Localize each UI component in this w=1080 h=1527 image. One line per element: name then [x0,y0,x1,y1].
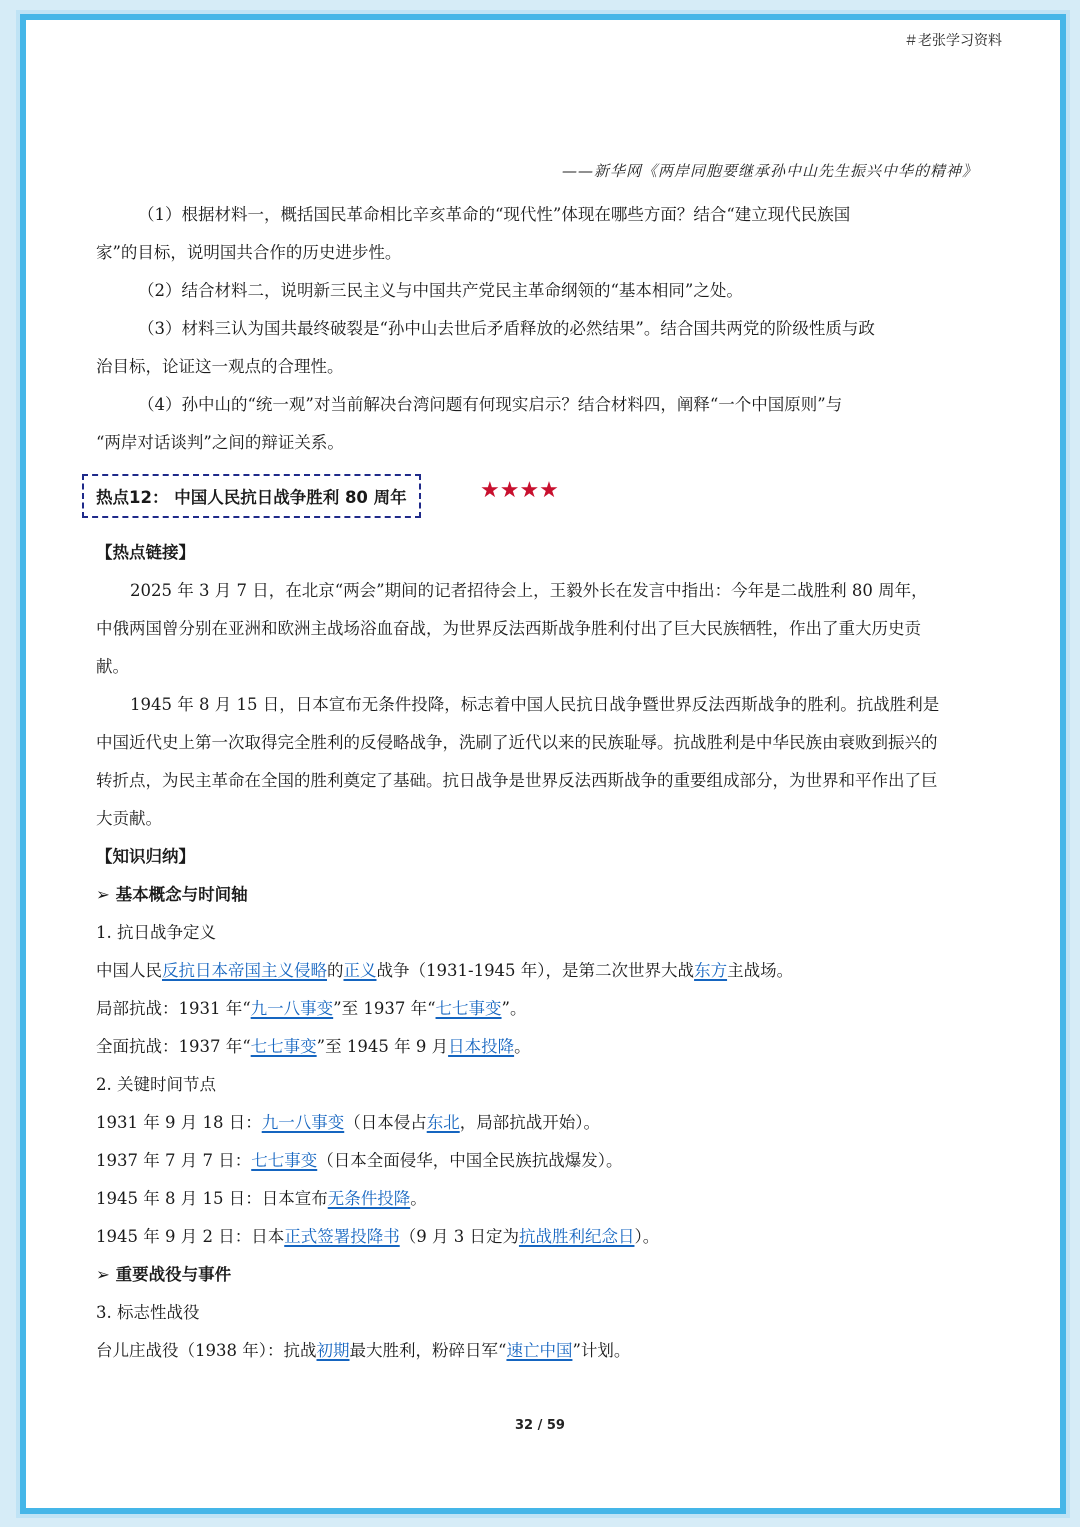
question-3: （3）材料三认为国共最终破裂是“孙中山去世后矛盾释放的必然结果”。结合国共两党的阶级性质与政 [138,319,875,338]
source-citation: ——新华网《两岸同胞要继承孙中山先生振兴中华的精神》 [561,162,978,180]
timeline-node: 1945 年 8 月 15 日：日本宣布无条件投降。 [96,1189,427,1208]
question-3-cont: 治目标，论证这一观点的合理性。 [96,357,344,376]
hotspot-title: 热点12： 中国人民抗日战争胜利 80 周年 [82,474,421,518]
question-4: （4）孙中山的“统一观”对当前解决台湾问题有何现实启示？结合材料四，阐释“一个中国原则”与 [138,395,843,414]
timeline-node: 1937 年 7 月 7 日：七七事变（日本全面侵华，中国全民族抗战爆发）。 [96,1151,623,1170]
watermark: ＃老张学习资料 [904,33,1002,49]
battle-line: 台儿庄战役（1938 年）：抗战初期最大胜利，粉碎日军“速亡中国”计划。 [96,1341,631,1360]
answer-blank: 九一八事变 [261,1113,345,1132]
link-paragraph-2: 1945 年 8 月 15 日，日本宣布无条件投降，标志着中国人民抗日战争暨世界反法西斯战争的胜利。抗战胜利是中国近代史上第一次取得完全胜利的反侵略战争，洗刷了近代以来的民族耻辱。抗战胜利是中华民族由衰败到振兴的转折点，为民主革命在全国的胜利奠定了基础。抗日战争是世界反法西斯战争的重要组成部分，为世界和平作出了巨大贡献。 [96,695,940,828]
answer-blank: 无条件投降 [327,1189,411,1208]
answer-blank: 九一八事变 [250,999,334,1018]
answer-blank: 正义 [343,961,377,980]
answer-blank: 正式签署投降书 [284,1227,400,1246]
link-heading: 【热点链接】 [96,543,195,562]
full-war-line: 全面抗战：1937 年“七七事变”至 1945 年 9 月日本投降。 [96,1037,531,1056]
answer-blank: 初期 [316,1341,350,1360]
local-war-line: 局部抗战：1931 年“九一八事变”至 1937 年“七七事变”。 [96,999,527,1018]
item-timeline: 2. 关键时间节点 [96,1075,216,1094]
item-definition: 1. 抗日战争定义 [96,923,216,942]
answer-blank: 七七事变 [251,1151,318,1170]
rating-stars: ★★★★ [480,478,559,503]
answer-blank: 日本投降 [448,1037,515,1056]
timeline-node: 1945 年 9 月 2 日：日本正式签署投降书（9 月 3 日定为抗战胜利纪念日）。 [96,1227,660,1246]
answer-blank: 东北 [426,1113,460,1132]
answer-blank: 反抗日本帝国主义侵略 [162,961,327,980]
question-1: （1）根据材料一，概括国民革命相比辛亥革命的“现代性”体现在哪些方面？结合“建立现代民族国 [138,205,851,224]
answer-blank: 速亡中国 [506,1341,573,1360]
question-2: （2）结合材料二，说明新三民主义与中国共产党民主革命纲领的“基本相同”之处。 [138,281,743,300]
timeline-node: 1931 年 9 月 18 日：九一八事变（日本侵占东北，局部抗战开始）。 [96,1113,600,1132]
section-battles: ➢ 重要战役与事件 [96,1265,232,1284]
answer-blank: 七七事变 [435,999,502,1018]
answer-blank: 东方 [694,961,728,980]
page-number: 32 / 59 [515,1418,565,1433]
answer-blank: 抗战胜利纪念日 [518,1227,635,1246]
question-4-cont: “两岸对话谈判”之间的辩证关系。 [96,433,344,452]
item-battles: 3. 标志性战役 [96,1303,200,1322]
link-paragraph-1: 2025 年 3 月 7 日，在北京“两会”期间的记者招待会上，王毅外长在发言中指出：今年是二战胜利 80 周年，中俄两国曾分别在亚洲和欧洲主战场浴血奋战，为世界反法西斯战争胜利付出了巨大民族牺牲，作出了重大历史贡献。 [96,581,928,676]
section-timeline: ➢ 基本概念与时间轴 [96,885,248,904]
question-1-cont: 家”的目标，说明国共合作的历史进步性。 [96,243,402,262]
content [96,196,942,1370]
knowledge-heading: 【知识归纳】 [96,847,195,866]
answer-blank: 七七事变 [250,1037,317,1056]
hotspot-header [96,468,942,534]
definition-line: 中国人民反抗日本帝国主义侵略的正义战争（1931-1945 年），是第二次世界大战东方主战场。 [96,961,794,980]
